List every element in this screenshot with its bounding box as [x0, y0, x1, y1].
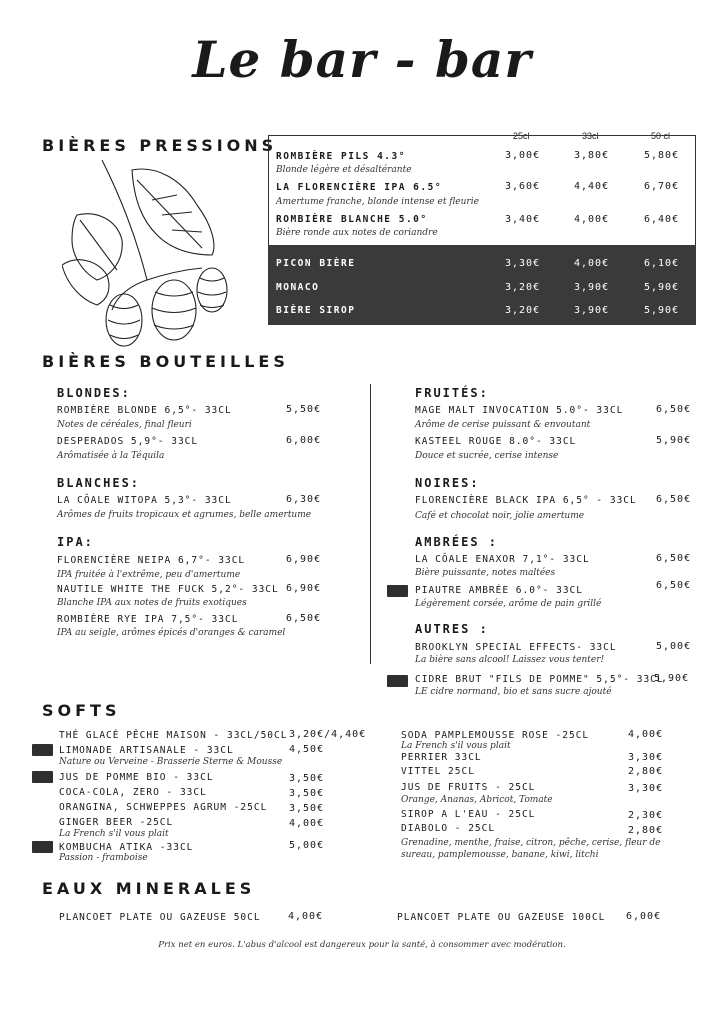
soft-price: 4,00€	[289, 818, 325, 829]
pression-name: ROMBIÈRE PILS 4.3°	[276, 151, 406, 162]
bottle-desc: La bière sans alcool! Laissez vous tenter!	[415, 655, 605, 665]
bottle-name: ROMBIÈRE RYE IPA 7,5°- 33CL	[57, 614, 239, 625]
bottle-name: NAUTILE WHITE THE FUCK 5,2°- 33CL	[57, 584, 279, 595]
column-divider	[370, 384, 371, 664]
bottle-desc: Arôme de cerise puissant & envoutant	[415, 420, 591, 430]
water-name: PLANCOET PLATE OU GAZEUSE 50CL	[59, 912, 261, 923]
bottle-price: 5,90€	[654, 673, 690, 684]
bottle-price: 5,50€	[286, 404, 322, 415]
category-blanches: BLANCHES:	[57, 476, 141, 490]
bottle-name: CIDRE BRUT "FILS DE POMME" 5,5°- 33CL	[415, 674, 664, 685]
soft-name: VITTEL 25CL	[401, 766, 475, 777]
section-heading-bouteilles: BIÈRES BOUTEILLES	[42, 352, 289, 371]
soft-name: SIROP A L'EAU - 25CL	[401, 809, 536, 820]
soft-price: 2,30€	[628, 810, 664, 821]
bottle-name: ROMBIÈRE BLONDE 6,5°- 33CL	[57, 405, 232, 416]
size-header-50cl: 50 cl	[651, 131, 671, 141]
pression-dark-price: 3,90€	[574, 305, 610, 316]
pression-desc: Bière ronde aux notes de coriandre	[276, 228, 438, 238]
soft-price: 4,50€	[289, 744, 325, 755]
soft-name: KOMBUCHA ATIKA -33CL	[59, 842, 194, 853]
section-heading-softs: SOFTS	[42, 701, 121, 720]
pression-dark-price: 6,10€	[644, 258, 680, 269]
pression-desc: Amertume franche, blonde intense et fleurie	[276, 197, 479, 207]
bottle-price: 5,90€	[656, 435, 692, 446]
bottle-name: LA CÔALE WITOPA 5,3°- 33CL	[57, 495, 232, 506]
hop-plant-icon	[62, 160, 237, 350]
pression-price: 3,80€	[574, 150, 610, 161]
soft-name: ORANGINA, SCHWEPPES AGRUM -25CL	[59, 802, 268, 813]
pression-price: 5,80€	[644, 150, 680, 161]
bottle-price: 6,50€	[286, 613, 322, 624]
soft-desc-continued: sureau, pamplemousse, banane, kiwi, litchi	[401, 850, 599, 860]
water-price: 4,00€	[288, 911, 324, 922]
category-ambrees: AMBRÉES :	[415, 535, 499, 549]
soft-name: JUS DE FRUITS - 25CL	[401, 782, 536, 793]
pression-price: 4,00€	[574, 214, 610, 225]
size-header-33cl: 33cl	[582, 131, 599, 141]
pression-price: 3,00€	[505, 150, 541, 161]
bottle-price: 6,90€	[286, 583, 322, 594]
soft-name: DIABOLO - 25CL	[401, 823, 496, 834]
bottle-price: 6,50€	[656, 494, 692, 505]
bottle-name: DESPERADOS 5,9°- 33CL	[57, 436, 199, 447]
soft-name: SODA PAMPLEMOUSSE ROSE -25CL	[401, 730, 590, 741]
organic-leaf-icon	[32, 744, 53, 756]
pression-price: 3,60€	[505, 181, 541, 192]
bottle-name: MAGE MALT INVOCATION 5.0°- 33CL	[415, 405, 624, 416]
pression-price: 6,40€	[644, 214, 680, 225]
pression-price: 4,40€	[574, 181, 610, 192]
water-price: 6,00€	[626, 911, 662, 922]
soft-name: COCA-COLA, ZERO - 33CL	[59, 787, 207, 798]
bottle-desc: Douce et sucrée, cerise intense	[415, 451, 559, 461]
soft-price: 3,50€	[289, 788, 325, 799]
bottle-name: FLORENCIÈRE NEIPA 6,7°- 33CL	[57, 555, 246, 566]
soft-price: 3,20€/4,40€	[289, 729, 367, 740]
bottle-desc: IPA fruitée à l'extrême, peu d'amertume	[57, 570, 241, 580]
organic-leaf-icon	[387, 675, 408, 687]
pression-dark-price: 3,20€	[505, 305, 541, 316]
category-ipa: IPA:	[57, 535, 94, 549]
soft-name: THÉ GLACÉ PÊCHE MAISON - 33CL/50CL	[59, 730, 288, 741]
bottle-desc: Arômatisée à la Téquila	[57, 451, 165, 461]
pression-dark-price: 3,30€	[505, 258, 541, 269]
pression-dark-price: 3,90€	[574, 282, 610, 293]
bottle-desc: Arômes de fruits tropicaux et agrumes, belle amertume	[57, 510, 312, 520]
category-autres: AUTRES :	[415, 622, 489, 636]
bottle-price: 6,30€	[286, 494, 322, 505]
water-name: PLANCOET PLATE OU GAZEUSE 100CL	[397, 912, 606, 923]
bottle-name: BROOKLYN SPECIAL EFFECTS- 33CL	[415, 642, 617, 653]
bottle-name: FLORENCIÈRE BLACK IPA 6,5° - 33CL	[415, 495, 637, 506]
pression-price: 3,40€	[505, 214, 541, 225]
soft-name: JUS DE POMME BIO - 33CL	[59, 772, 214, 783]
bottle-price: 6,90€	[286, 554, 322, 565]
soft-price: 2,80€	[628, 825, 664, 836]
soft-price: 5,00€	[289, 840, 325, 851]
bottle-desc: Notes de céréales, final fleuri	[57, 420, 192, 430]
soft-price: 3,30€	[628, 752, 664, 763]
bottle-price: 6,50€	[656, 580, 692, 591]
pression-dark-price: 5,90€	[644, 305, 680, 316]
category-noires: NOIRES:	[415, 476, 480, 490]
bottle-desc: Légèrement corsée, arôme de pain grillé	[415, 599, 602, 609]
pression-dark-name: BIÈRE SIROP	[276, 305, 356, 316]
soft-price: 2,80€	[628, 766, 664, 777]
soft-price: 3,50€	[289, 803, 325, 814]
pression-dark-name: PICON BIÈRE	[276, 258, 356, 269]
section-heading-pressions: BIÈRES PRESSIONS	[42, 136, 278, 155]
bottle-desc: Bière puissante, notes maltées	[415, 568, 556, 578]
soft-desc: Passion - framboise	[59, 853, 148, 863]
soft-name: PERRIER 33CL	[401, 752, 482, 763]
bottle-name: LA CÔALE ENAXOR 7,1°- 33CL	[415, 554, 590, 565]
size-header-25cl: 25cl	[513, 131, 530, 141]
bottle-price: 6,00€	[286, 435, 322, 446]
pression-name: LA FLORENCIÈRE IPA 6.5°	[276, 182, 443, 193]
soft-price: 4,00€	[628, 729, 664, 740]
bottle-desc: Café et chocolat noir, jolie amertume	[415, 511, 585, 521]
pression-name: ROMBIÈRE BLANCHE 5.0°	[276, 214, 428, 225]
bottle-desc: Blanche IPA aux notes de fruits exotiques	[57, 598, 247, 608]
bottle-price: 6,50€	[656, 404, 692, 415]
soft-name: GINGER BEER -25CL	[59, 817, 174, 828]
soft-desc: La French s'il vous plait	[59, 829, 169, 839]
bottle-price: 6,50€	[656, 553, 692, 564]
pression-dark-name: MONACO	[276, 282, 320, 293]
pression-dark-price: 5,90€	[644, 282, 680, 293]
pression-desc: Blonde légère et désaltérante	[276, 165, 412, 175]
organic-leaf-icon	[387, 585, 408, 597]
category-fruites: FRUITÉS:	[415, 386, 489, 400]
soft-name: LIMONADE ARTISANALE - 33CL	[59, 745, 234, 756]
organic-leaf-icon	[32, 841, 53, 853]
category-blondes: BLONDES:	[57, 386, 131, 400]
bottle-desc: LE cidre normand, bio et sans sucre ajouté	[415, 687, 612, 697]
bottle-desc: IPA au seigle, arômes épicés d'oranges & caramel	[57, 628, 286, 638]
footer-note: Prix net en euros. L'abus d'alcool est dangereux pour la santé, à consommer avec modération.	[158, 940, 566, 950]
soft-desc: Nature ou Verveine - Brasserie Sterne & Mousse	[59, 757, 283, 767]
organic-leaf-icon	[32, 771, 53, 783]
section-heading-eaux: EAUX MINERALES	[42, 879, 256, 898]
page-title: Le bar - bar	[192, 30, 532, 89]
pression-dark-price: 3,20€	[505, 282, 541, 293]
bottle-name: PIAUTRE AMBRÉE 6.0°- 33CL	[415, 585, 583, 596]
pression-price: 6,70€	[644, 181, 680, 192]
soft-desc: Grenadine, menthe, fraise, citron, pêche, cerise, fleur de	[401, 838, 661, 848]
bottle-price: 5,00€	[656, 641, 692, 652]
soft-price: 3,30€	[628, 783, 664, 794]
soft-price: 3,50€	[289, 773, 325, 784]
bottle-name: KASTEEL ROUGE 8.0°- 33CL	[415, 436, 577, 447]
pression-dark-price: 4,00€	[574, 258, 610, 269]
soft-desc: Orange, Ananas, Abricot, Tomate	[401, 795, 553, 805]
soft-desc: La French s'il vous plait	[401, 741, 511, 751]
